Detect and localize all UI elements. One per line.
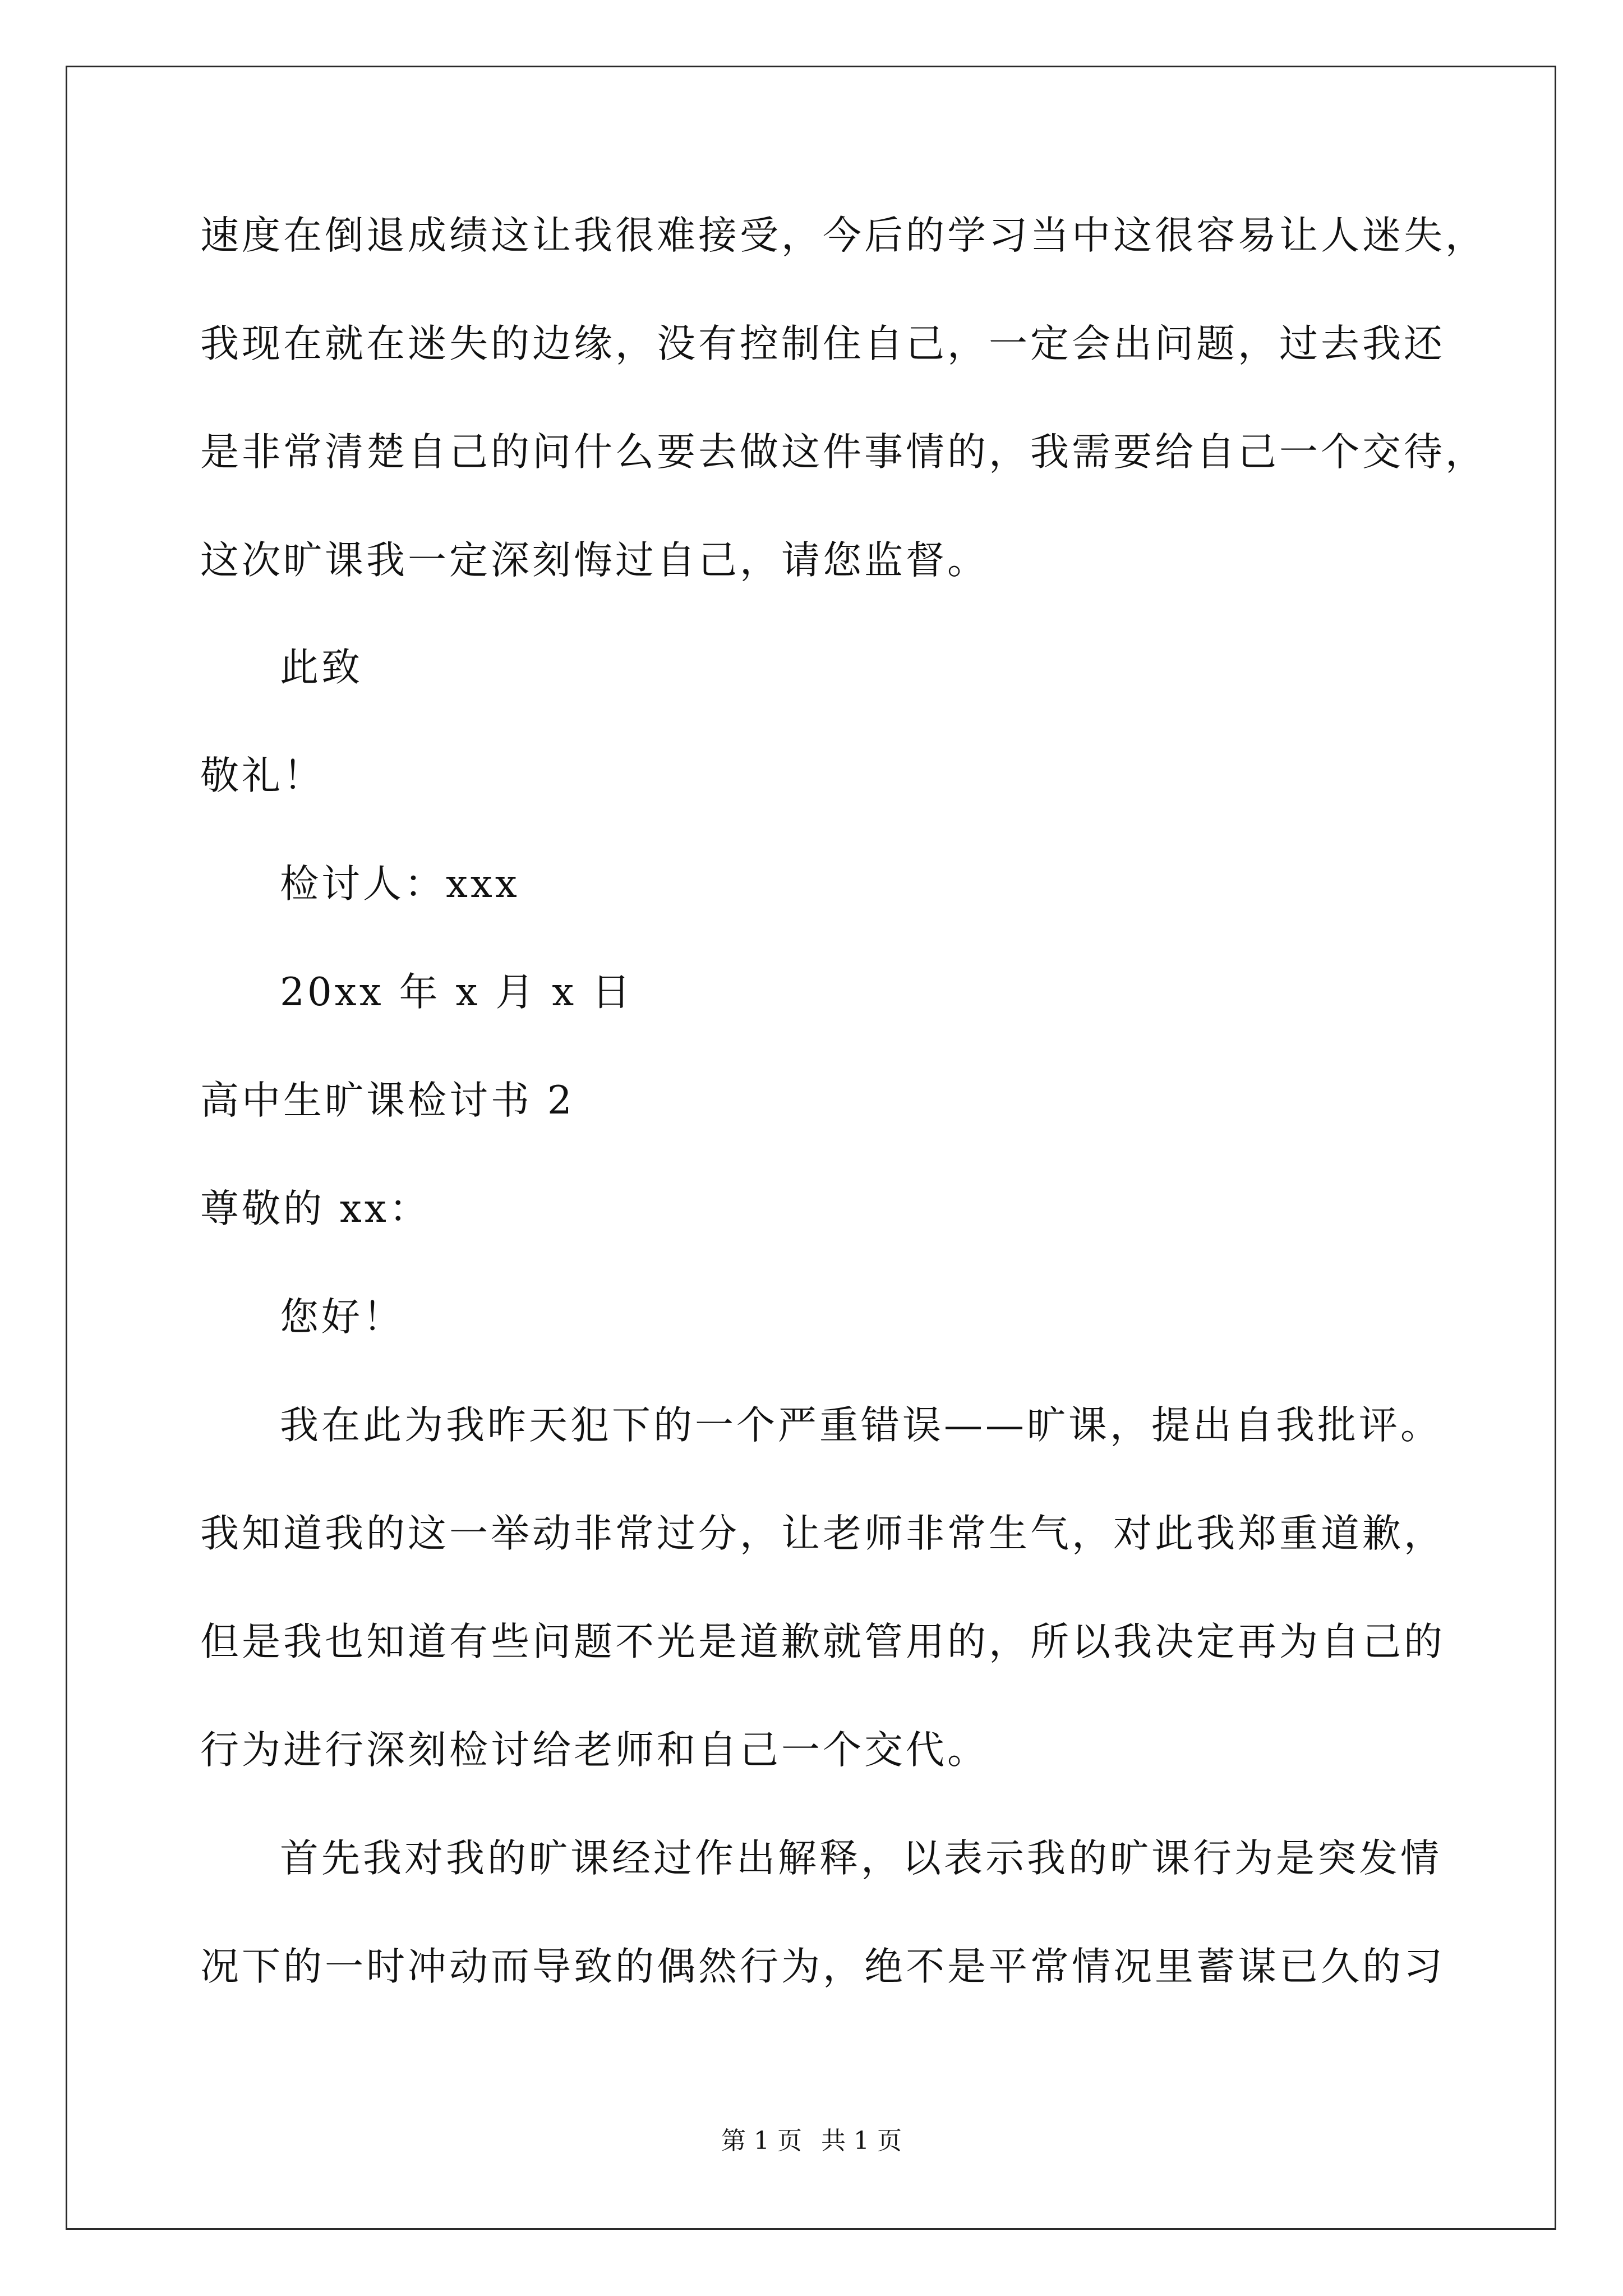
page-total: 共 1 页 <box>821 2127 902 2155</box>
text-line: 我现在就在迷失的边缘，没有控制住自己，一定会出问题，过去我还 <box>200 321 1445 366</box>
closing-regards: 敬礼！ <box>200 753 325 798</box>
signer-line: 检讨人：xxx <box>280 862 520 907</box>
text-line: 行为进行深刻检讨给老师和自己一个交代。 <box>200 1728 989 1773</box>
date-line: 20xx 年 x 月 x 日 <box>280 970 634 1015</box>
text-line: 首先我对我的旷课经过作出解释，以表示我的旷课行为是突发情 <box>280 1836 1442 1881</box>
page-number: 第 1 页 <box>721 2127 802 2155</box>
text-line: 是非常清楚自己的问什么要去做这件事情的，我需要给自己一个交待， <box>200 430 1487 475</box>
page-border <box>66 66 1556 2230</box>
page-footer <box>0 2124 1623 2158</box>
text-line: 这次旷课我一定深刻悔过自己，请您监督。 <box>200 538 989 583</box>
text-line: 我知道我的这一举动非常过分，让老师非常生气，对此我郑重道歉， <box>200 1511 1445 1556</box>
text-line: 况下的一时冲动而导致的偶然行为，绝不是平常情况里蓄谋已久的习 <box>200 1944 1445 1989</box>
text-line: 我在此为我昨天犯下的一个严重错误——旷课，提出自我批评。 <box>280 1403 1442 1448</box>
text-line: 速度在倒退成绩这让我很难接受，今后的学习当中这很容易让人迷失， <box>200 213 1487 258</box>
recipient-line: 尊敬的 xx： <box>200 1186 431 1231</box>
greeting-line: 您好！ <box>280 1295 404 1340</box>
closing-salutation: 此致 <box>280 645 363 690</box>
text-line: 但是我也知道有些问题不光是道歉就管用的，所以我决定再为自己的 <box>200 1619 1445 1664</box>
section-title: 高中生旷课检讨书 2 <box>200 1078 575 1123</box>
